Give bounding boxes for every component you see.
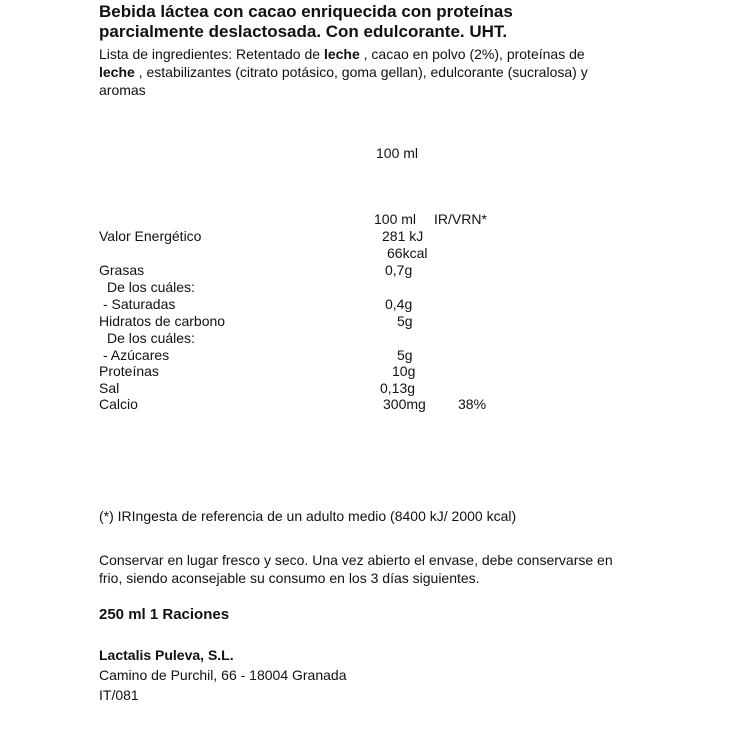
nutrient-value-saturated: 0,4g [385, 296, 413, 312]
nutrient-label-sugars: - Azúcares [103, 347, 170, 363]
nutrition-header-per-100ml: 100 ml [374, 211, 417, 227]
ingredients-mid-1: , cacao en polvo (2%), proteínas de [359, 46, 585, 62]
nutrient-value-fat: 0,7g [385, 262, 413, 278]
nutrient-label-saturated: - Saturadas [103, 296, 176, 312]
reference-intake-footnote: (*) IRIngesta de referencia de un adulto medio (8400 kJ/ 2000 kcal) [99, 508, 517, 524]
nutrient-value-sugars: 5g [397, 347, 413, 363]
ingredients-mid-2: , estabilizantes (citrato potásico, goma gellan), edulcorante (sucralosa) y [134, 64, 588, 80]
nutrient-value-calcium: 300mg [383, 396, 426, 412]
storage-line-1: Conservar en lugar fresco y seco. Una vez abierto el envase, debe conservarse en [99, 552, 613, 568]
nutrition-header-ir-vrn: IR/VRN* [434, 211, 487, 227]
product-title-line-1: Bebida láctea con cacao enriquecida con proteínas [99, 2, 513, 21]
allergen-leche: leche [323, 46, 360, 62]
nutrient-label-calcium: Calcio [99, 396, 138, 412]
nutrient-label-fat: Grasas [99, 262, 145, 278]
nutrient-label-of-which-fat: De los cuáles: [107, 279, 195, 295]
ingredients-line-3: aromas [99, 82, 146, 98]
ingredients-line-1 [99, 45, 585, 63]
product-title-line-2: parcialmente deslactosada. Con edulcorante. UHT. [99, 22, 508, 41]
storage-line-2: frio, siendo aconsejable su consumo en los 3 días siguientes. [99, 570, 480, 586]
nutrient-label-energy: Valor Energético [99, 228, 202, 244]
nutrient-value-protein: 10g [392, 363, 416, 379]
allergen-leche: leche [99, 64, 135, 80]
portion-info: 250 ml 1 Raciones [99, 606, 230, 623]
nutrient-value-salt: 0,13g [380, 380, 416, 396]
company-code: IT/081 [99, 687, 139, 703]
nutrient-label-protein: Proteínas [99, 363, 159, 379]
company-address: Camino de Purchil, 66 - 18004 Granada [99, 667, 347, 683]
nutrient-value-energy-kj: 281 kJ [382, 228, 424, 244]
nutrient-pct-calcium: 38% [458, 396, 487, 412]
ingredients-line-2 [99, 63, 588, 81]
nutrition-header-top: 100 ml [376, 145, 419, 161]
nutrient-label-salt: Sal [99, 380, 120, 396]
ingredients-prefix: Lista de ingredientes: Retentado de [99, 46, 324, 62]
nutrient-value-energy-kcal: 66kcal [387, 245, 428, 261]
nutrient-label-carbohydrates: Hidratos de carbono [99, 313, 226, 329]
nutrient-label-of-which-carbs: De los cuáles: [107, 330, 195, 346]
nutrient-value-carbohydrates: 5g [397, 313, 413, 329]
company-name: Lactalis Puleva, S.L. [99, 647, 234, 663]
